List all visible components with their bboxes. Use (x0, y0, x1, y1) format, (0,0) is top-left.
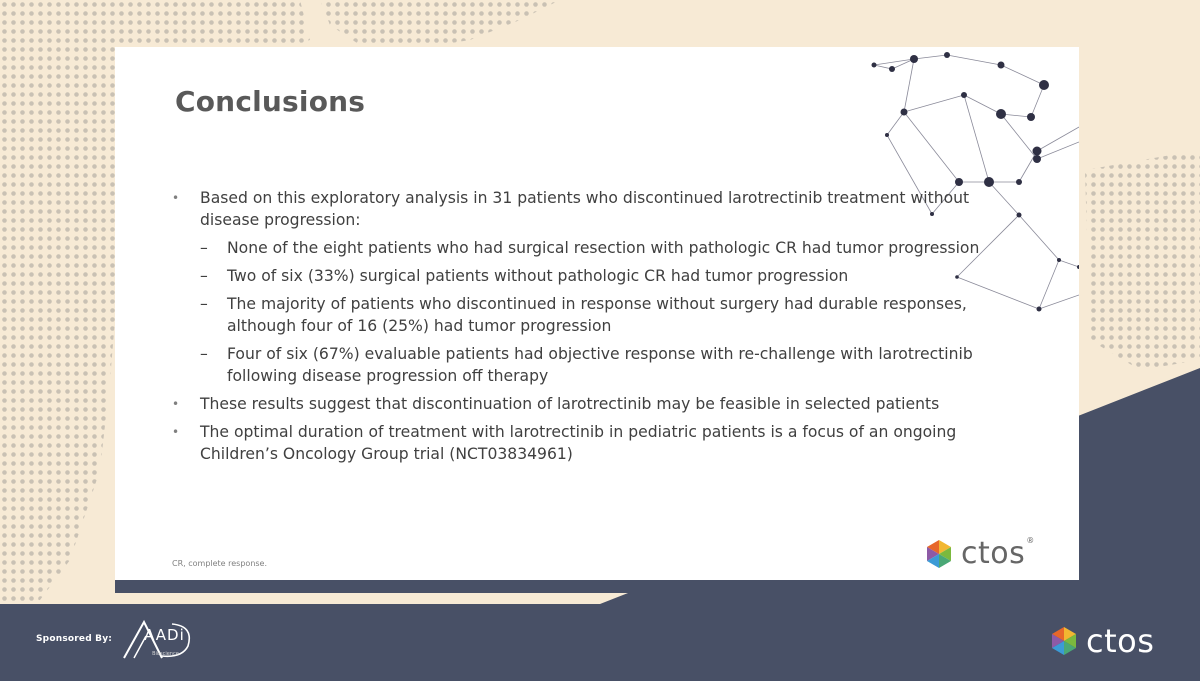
corner-ctos-logo (1050, 622, 1154, 660)
footnote: CR, complete response. (172, 559, 268, 568)
slide-footer-bar (115, 580, 1079, 593)
sub-list (200, 237, 1009, 387)
list-item: • These results suggest that discontinuation of larotrectinib may be feasible in selected patients (169, 393, 1009, 415)
sponsor-name: AADi (144, 626, 185, 644)
ctos-logo-text: ctos® (961, 536, 1035, 571)
sponsor-subtext: Bioscience (152, 651, 179, 657)
sponsor-label: Sponsored By: (36, 634, 113, 644)
bullet-text: Based on this exploratory analysis in 31 patients who discontinued larotrectinib treatment without disease progression: (200, 189, 970, 229)
sponsor-logo (122, 616, 197, 662)
sponsor-block (36, 616, 197, 662)
slide (115, 47, 1079, 593)
slide-title: Conclusions (175, 85, 366, 118)
conclusions-list (169, 187, 1009, 471)
list-item: • The optimal duration of treatment with larotrectinib in pediatric patients is a focus of an ongoing Children’s Oncology Group trial (NCT03834961) (169, 421, 1009, 465)
ctos-logo (925, 536, 1035, 571)
list-item (169, 187, 1009, 387)
dotted-map-top (320, 0, 560, 48)
ctos-cube-icon (925, 539, 953, 569)
sub-list-item: – None of the eight patients who had surgical resection with pathologic CR had tumor progression (200, 237, 1009, 259)
corner-ctos-logo-text: ctos (1086, 622, 1155, 660)
sub-list-item: – Two of six (33%) surgical patients without pathologic CR had tumor progression (200, 265, 1009, 287)
sub-list-item: – The majority of patients who discontinued in response without surgery had durable responses, although four of 16 (25%) had tumor progression (200, 293, 1009, 337)
dotted-map-right (1085, 150, 1200, 370)
corner-ctos-cube-icon (1050, 626, 1078, 656)
sub-list-item: – Four of six (67%) evaluable patients had objective response with re-challenge with larotrectinib following disease progression off therapy (200, 343, 1009, 387)
